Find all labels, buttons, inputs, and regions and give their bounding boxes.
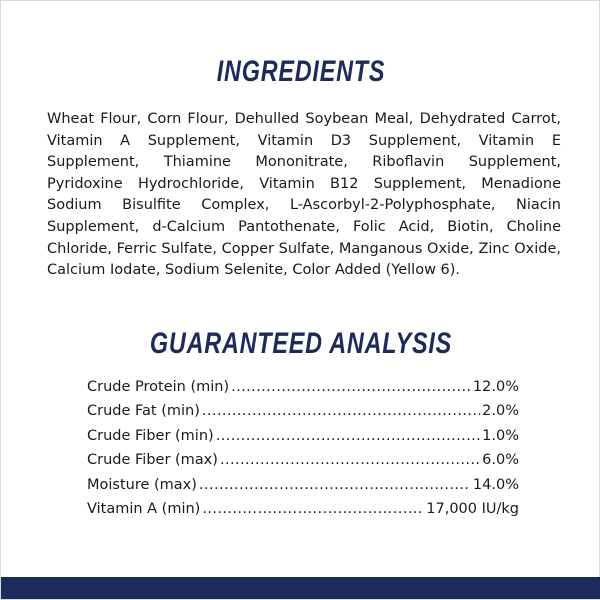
analysis-label: Crude Fiber (min) [87, 427, 214, 444]
analysis-value: 2.0% [482, 403, 519, 420]
analysis-label: Vitamin A (min) [87, 500, 201, 517]
analysis-row-moisture [87, 477, 519, 501]
ingredients-text: Wheat Flour, Corn Flour, Dehulled Soybean Meal, Dehydrated Carrot, Vitamin A Supplement, Vitamin D3 Supplement, Vitamin E Supplement, Thiamine Mononitrate, Riboflavin Supplement, Pyridoxine Hydrochloride, Vitamin B12 Supplement, Menadione Sodium Bisulfite Complex, L-Ascorbyl-2-Polyphosphate, Niacin Supplement, d-Calcium Pantothenate, Folic Acid, Biotin, Choline Chloride, Ferric Sulfate, Copper Sulfate, Manganous Oxide, Zinc Oxide, Calcium Iodate, Sodium Selenite, Color Added (Yellow 6). [47, 111, 561, 279]
guaranteed-analysis-heading: GUARANTEED ANALYSIS [149, 327, 453, 360]
guaranteed-analysis-list [87, 379, 519, 525]
dot-leader [220, 452, 480, 468]
analysis-row-crude-protein [87, 379, 519, 403]
analysis-row-crude-fat [87, 403, 519, 427]
analysis-label: Crude Protein (min) [87, 379, 230, 395]
dot-leader [202, 501, 424, 517]
analysis-value: 1.0% [482, 427, 519, 444]
dot-leader [202, 403, 480, 419]
analysis-row-vitamin-a [87, 501, 519, 525]
analysis-label: Moisture (max) [87, 476, 197, 493]
dot-leader [216, 428, 480, 444]
analysis-row-crude-fiber-max [87, 452, 519, 476]
analysis-value: 6.0% [482, 452, 519, 469]
analysis-value: 14.0% [472, 476, 519, 493]
analysis-label: Crude Fiber (max) [87, 452, 218, 469]
analysis-value: 17,000 IU/kg [426, 500, 519, 517]
dot-leader [199, 477, 471, 493]
analysis-label: Crude Fat (min) [87, 403, 200, 420]
ingredients-heading: INGREDIENTS [216, 55, 386, 88]
analysis-value: 12.0% [472, 379, 519, 395]
dot-leader [231, 379, 471, 395]
bottom-color-band [1, 577, 600, 599]
analysis-row-crude-fiber-min [87, 428, 519, 452]
